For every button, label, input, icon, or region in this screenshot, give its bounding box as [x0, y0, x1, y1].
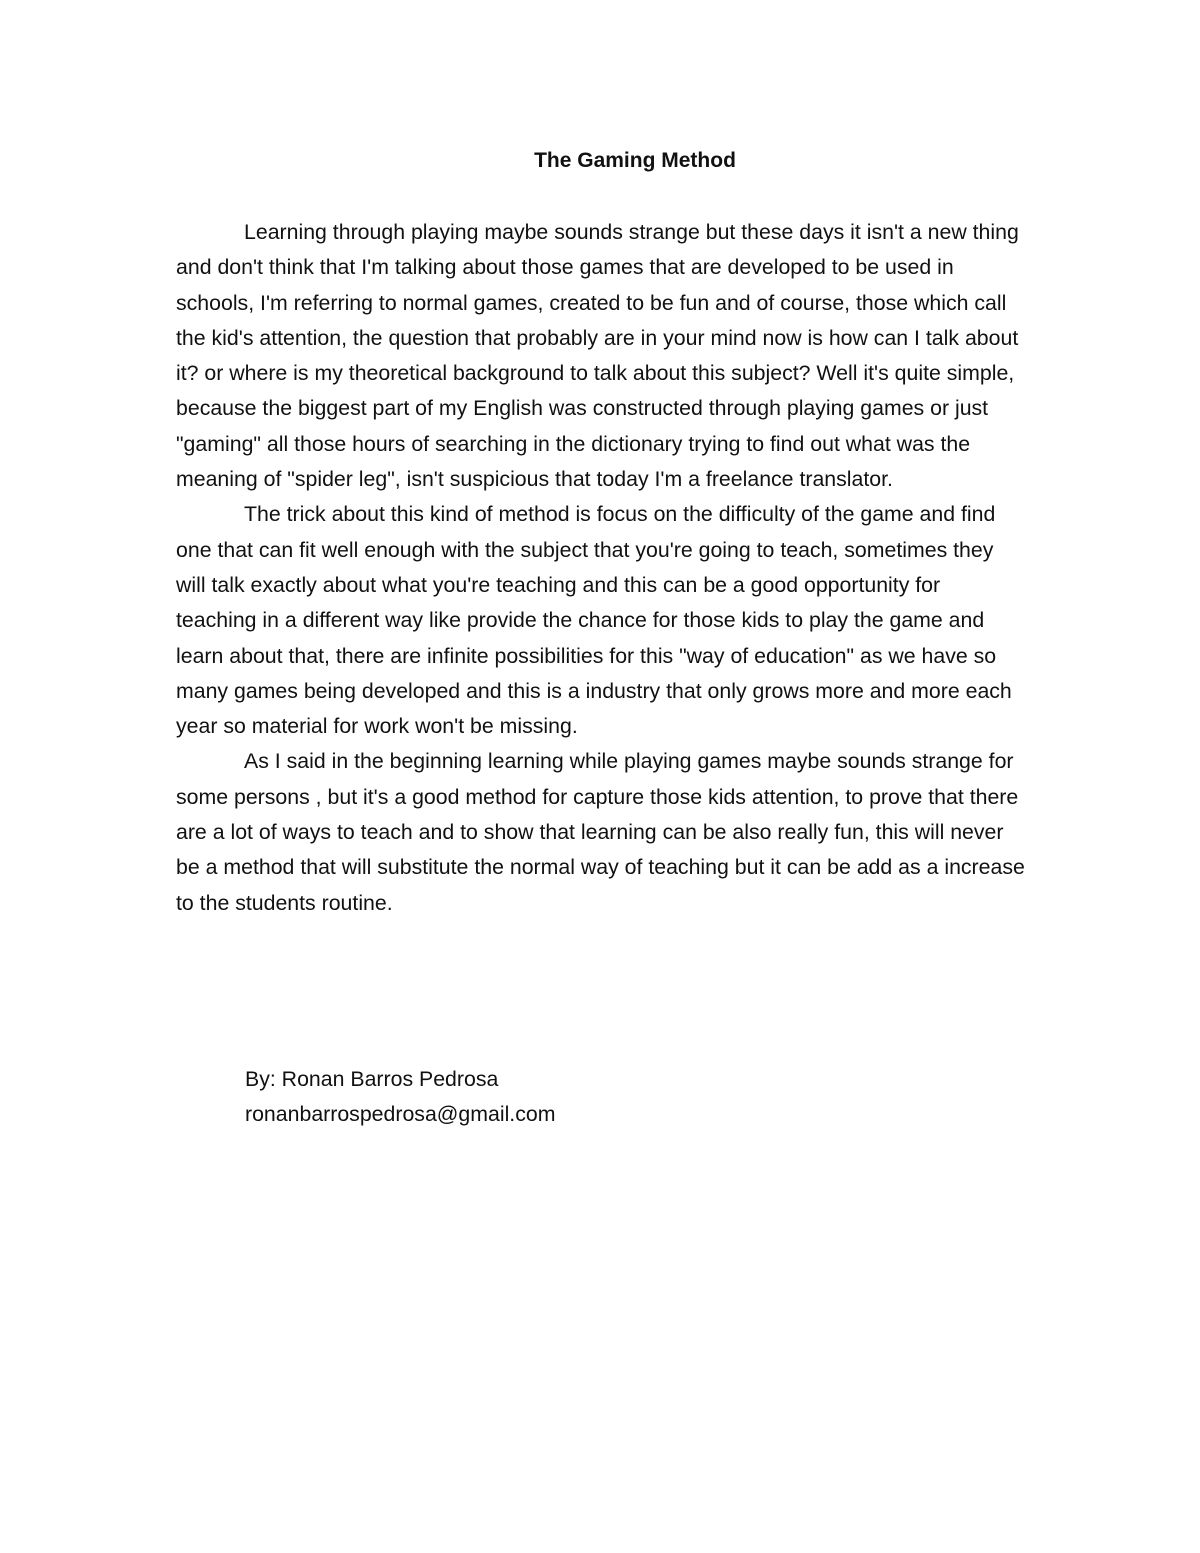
author-email: ronanbarrospedrosa@gmail.com [245, 1102, 556, 1127]
paragraph-1: Learning through playing maybe sounds strange but these days it isn't a new thing and don't think that I'm talking about those games that are developed to be used in schools, I'm referring to normal games, created to be fun and of course, those which call the kid's attention, the question that probably are in your mind now is how can I talk about it? or where is my theoretical background to talk about this subject? Well it's quite simple, because the biggest part of my English was constructed through playing games or just "gaming" all those hours of searching in the dictionary trying to find out what was the meaning of "spider leg", isn't suspicious that today I'm a freelance translator. [176, 220, 1019, 492]
paragraph-3: As I said in the beginning learning while playing games maybe sounds strange for some persons , but it's a good method for capture those kids attention, to prove that there are a lot of ways to teach and to show that learning can be also really fun, this will never be a method that will substitute the normal way of teaching but it can be add as a increase to the students routine. [176, 749, 1025, 915]
document-title: The Gaming Method [534, 149, 736, 172]
author-byline: By: Ronan Barros Pedrosa [245, 1067, 499, 1091]
signature-block [245, 1062, 945, 1133]
document-body [176, 215, 1026, 921]
paragraph-2: The trick about this kind of method is focus on the difficulty of the game and find one that can fit well enough with the subject that you're going to teach, sometimes they will talk exactly about what you're teaching and this can be a good opportunity for teaching in a different way like provide the chance for those kids to play the game and learn about that, there are infinite possibilities for this "way of education" as we have so many games being developed and this is a industry that only grows more and more each year so material for work won't be missing. [176, 502, 1012, 739]
